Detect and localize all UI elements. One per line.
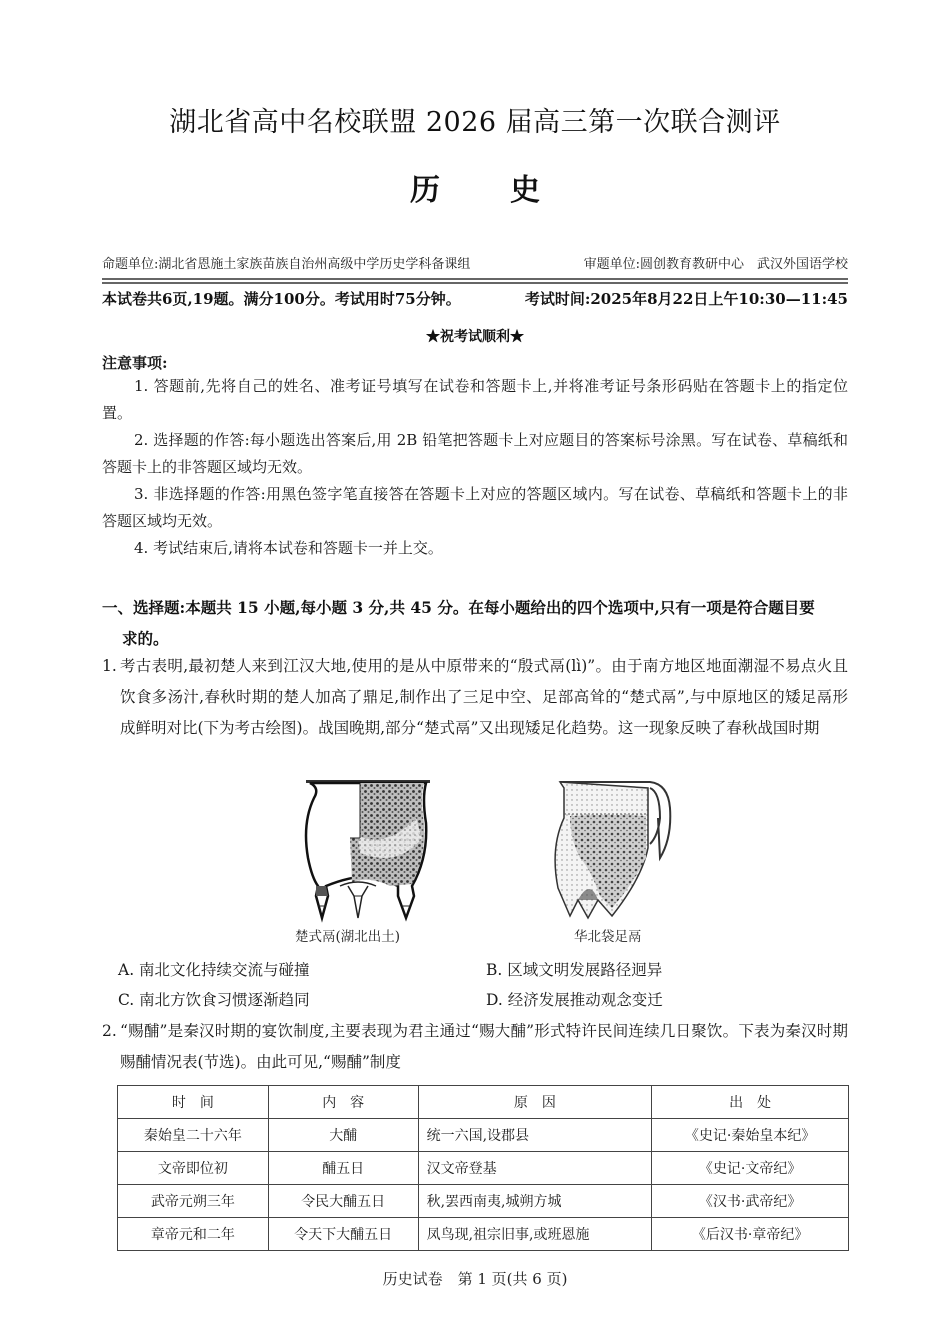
reviewer-info: 审题单位:圆创教育教研中心 武汉外国语学校 — [583, 257, 848, 272]
cifu-table — [117, 1085, 849, 1251]
q1-option-a: A. 南北文化持续交流与碰撞 — [118, 961, 310, 979]
question-stem: “赐酺”是秦汉时期的宴饮制度,主要表现为君主通过“赐大酺”形式特许民间连续几日聚饮。下表为秦汉时期赐酺情况表(节选)。由此可见,“赐酺”制度 — [120, 1022, 848, 1071]
q1-option-b: B. 区域文明发展路径迥异 — [486, 961, 663, 979]
paper-info: 本试卷共6页,19题。满分100分。考试用时75分钟。 — [102, 290, 461, 308]
table-cell: 《史记·秦始皇本纪》 — [652, 1119, 849, 1152]
table-cell: 统一六国,设郡县 — [418, 1119, 652, 1152]
table-cell: 《后汉书·章帝纪》 — [652, 1218, 849, 1251]
table-cell: 汉文帝登基 — [418, 1152, 652, 1185]
table-cell: 章帝元和二年 — [118, 1218, 269, 1251]
question-number: 1. — [102, 657, 117, 675]
exam-time: 考试时间:2025年8月22日上午10:30—11:45 — [524, 290, 848, 308]
table-cell: 文帝即位初 — [118, 1152, 269, 1185]
table-cell: 令民大酺五日 — [268, 1185, 418, 1218]
subject-char-1: 历 — [410, 173, 440, 208]
table-cell: 《汉书·武帝纪》 — [652, 1185, 849, 1218]
page-footer: 历史试卷 第 1 页(共 6 页) — [382, 1270, 568, 1288]
notice-item-2: 2. 选择题的作答:每小题选出答案后,用 2B 铅笔把答题卡上对应题目的答案标号涂黑。写在试卷、草稿纸和答题卡上的非答题区域均无效。 — [102, 431, 848, 476]
table-row — [118, 1119, 849, 1152]
table-cell: 武帝元朔三年 — [118, 1185, 269, 1218]
table-row — [118, 1152, 849, 1185]
subject-char-2: 史 — [510, 173, 540, 208]
notice-item-4: 4. 考试结束后,请将本试卷和答题卡一并上交。 — [134, 539, 443, 557]
table-header-time: 时 间 — [118, 1086, 269, 1119]
question-1 — [102, 651, 848, 744]
notice-item-3: 3. 非选择题的作答:用黑色签字笔直接答在答题卡上对应的答题区域内。写在试卷、草稿纸和答题卡上的非答题区域均无效。 — [102, 485, 848, 530]
section-heading — [102, 592, 848, 654]
table-cell: 秋,罢西南夷,城朔方城 — [418, 1185, 652, 1218]
table-cell: 大酺 — [268, 1119, 418, 1152]
motto: ★祝考试顺利★ — [426, 329, 524, 345]
table-header-row — [118, 1086, 849, 1119]
table-row — [118, 1185, 849, 1218]
q1-option-c: C. 南北方饮食习惯逐渐趋同 — [118, 991, 310, 1009]
table-cell: 秦始皇二十六年 — [118, 1119, 269, 1152]
table-cell: 令天下大酺五日 — [268, 1218, 418, 1251]
north-china-pouch-foot-li-drawing-icon — [550, 778, 680, 923]
question-2 — [102, 1016, 848, 1078]
notice-heading: 注意事项: — [102, 354, 168, 372]
section-heading-line1: 一、选择题:本题共 15 小题,每小题 3 分,共 45 分。在每小题给出的四个选项中,只有一项是符合题目要 — [102, 598, 815, 617]
table-header-source: 出 处 — [652, 1086, 849, 1119]
proposer-info: 命题单位:湖北省恩施土家族苗族自治州高级中学历史学科备课组 — [102, 257, 471, 272]
table-cell: 《史记·文帝纪》 — [652, 1152, 849, 1185]
figure-caption-left: 楚式鬲(湖北出土) — [295, 929, 401, 945]
table-row — [118, 1218, 849, 1251]
question-stem: 考古表明,最初楚人来到江汉大地,使用的是从中原带来的“殷式鬲(lì)”。由于南方地区地面潮湿不易点火且饮食多汤汁,春秋时期的楚人加高了鼎足,制作出了三足中空、足部高耸的“楚式鬲”,与中原地区的矮足鬲形成鲜明对比(下为考古绘图)。战国晚期,部分“楚式鬲”又出现矮足化趋势。这一现象反映了春秋战国时期 — [120, 657, 848, 737]
q1-option-d: D. 经济发展推动观念变迁 — [486, 991, 663, 1009]
chu-style-li-vessel-drawing-icon — [298, 778, 438, 923]
subject-title — [0, 165, 950, 209]
notice-item-1: 1. 答题前,先将自己的姓名、准考证号填写在试卷和答题卡上,并将准考证号条形码贴在答题卡上的指定位置。 — [102, 377, 848, 422]
table-header-reason: 原 因 — [418, 1086, 652, 1119]
question-number: 2. — [102, 1022, 117, 1040]
header-divider — [102, 278, 848, 284]
table-cell: 酺五日 — [268, 1152, 418, 1185]
table-header-content: 内 容 — [268, 1086, 418, 1119]
figure-caption-right: 华北袋足鬲 — [574, 929, 642, 945]
section-heading-line2: 求的。 — [122, 629, 169, 648]
table-cell: 凤鸟现,祖宗旧事,或班恩施 — [418, 1218, 652, 1251]
exam-title: 湖北省高中名校联盟 2026 届高三第一次联合测评 — [169, 107, 781, 138]
